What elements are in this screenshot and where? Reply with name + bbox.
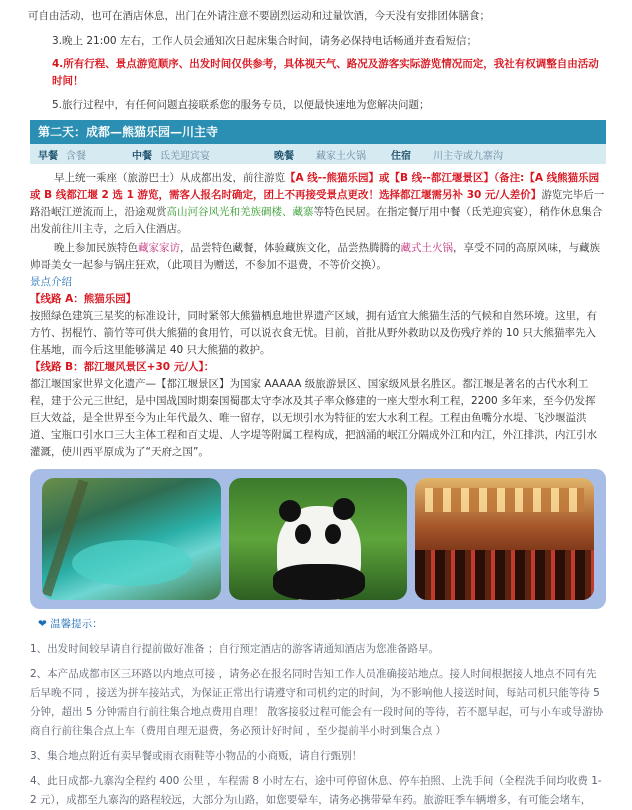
photo-strip <box>30 469 606 609</box>
panda-ear-left <box>279 500 301 522</box>
meal-label: 晚餐 <box>274 150 294 162</box>
itinerary-page <box>0 6 632 806</box>
meal-breakfast <box>30 147 132 162</box>
text: 晚上参加民族特色 <box>54 242 138 254</box>
scenery-highlight: 高山河谷风光和羌族碉楼、藏寨 <box>166 206 314 218</box>
tips-section <box>0 615 632 810</box>
ceiling-lights <box>425 488 584 512</box>
note-schedule-disclaimer: 4.所有行程、景点游览顺序、出发时间仅供参考，具体视天气、路况及游客实际游览情况而定，我社有权调整自由活动时间！ <box>52 58 599 87</box>
note-wakeup-call: 3.晚上 21:00 左右，工作人员会通知次日起床集合时间，请务必保持电话畅通并查看短信； <box>52 35 477 47</box>
text: 等特色民居。在指定餐厅用中餐（氐羌迎宾宴），稍作休息集合出发前往川主寺，之后入住酒店。 <box>30 206 603 235</box>
meal-value: 氐羌迎宾宴 <box>160 150 210 162</box>
attraction-intro-label: 景点介绍 <box>30 276 72 288</box>
crowd-shape <box>415 550 594 600</box>
hotpot-highlight: 藏式土火锅 <box>400 242 453 254</box>
tip-item: 3、集合地点附近有卖早餐或雨衣雨鞋等小物品的小商贩，请自行甄别！ <box>30 750 363 762</box>
day2-meal-bar <box>30 144 606 164</box>
panda-eating-bamboo-photo <box>229 478 408 600</box>
panda-arms <box>273 564 365 600</box>
tip-item: 4、此日成都-九寨沟全程约 400 公里 ，车程需 8 小时左右，途中可停留休息、停车拍照、上洗手间（全程洗手间均收费 1-2 元），成都至九寨沟的路程较远，大部分为山路，如您要晕车，请务必携带晕车药。旅游旺季车辆增多，有可能会堵车， <box>30 775 602 806</box>
text: ，品尝特色藏餐，体验藏族文化，品尝热腾腾的 <box>180 242 401 254</box>
meal-lunch <box>132 147 274 162</box>
meal-value: 藏家土火锅 <box>316 150 366 162</box>
note-free-activity: 可自由活动，也可在酒店休息，出门在外请注意不要剧烈运动和过量饮酒，今天没有安排团体膳食； <box>28 10 490 22</box>
tree-branch-shape <box>42 479 88 596</box>
text: 游览完毕后一路沿岷江逆流而上，沿途观赏 <box>30 189 605 218</box>
day2-title: 第二天：成都—熊猫乐园—川主寺 <box>38 125 219 139</box>
line-b-description: 都江堰国家世界文化遗产—【都江堰景区】为国家 AAAAA 级旅游景区、国家级风景名胜区。都江堰是著名的古代水利工程，建于公元三世纪，是中国战国时期秦国蜀郡太守李冰及其子率众修建的一座大型水利工程，2200 多年来，至今仍发挥巨大效益，是全世界至今为止年代最久、唯一留存，以无坝引水为特征的宏大水利工程。工程由鱼嘴分水堤、飞沙堰溢洪道、宝瓶口引水口三大主体工程和百丈堤、人字堤等附属工程构成，把汹涌的岷江分隔成外江和内江，外江排洪，内江引水灌溉，使川西平原成为了“天府之国”。 <box>30 378 597 458</box>
route-option-note: 【A 线--熊猫乐园】或【B 线--都江堰景区】（备注:【A 线熊猫乐园或 B 线都江堰 2 选 1 游览，需客人报名时确定，团上不再接受景点更改！选择都江堰需另补 30 元/人差价】 <box>30 172 600 201</box>
day2-paragraph-1 <box>30 170 606 238</box>
day2-body <box>0 170 632 461</box>
jiuzhaigou-lake-photo <box>42 478 221 600</box>
line-a-description: 按照绿色建筑三星奖的标准设计，同时紧邻大熊猫栖息地世界遗产区域，拥有适宜大熊猫生活的气候和自然环境。这里，有方竹、拐棍竹、箭竹等可供大熊猫的食用竹，可以说衣食无忧。目前，首批从野外救助以及伤残疗养的 10 只大熊猫率先入住基地，而今后这里能够满足 40 只大熊猫的救护。 <box>30 310 597 356</box>
tip-item: 1、出发时间较早请自行提前做好准备 ；自行预定酒店的游客请通知酒店为您准备路早。 <box>30 643 440 655</box>
meal-label: 中餐 <box>132 150 152 162</box>
day2-paragraph-2 <box>30 240 606 274</box>
tibetan-banquet-photo <box>415 478 594 600</box>
panda-eye-left <box>295 524 311 544</box>
note-service-contact: 5.旅行过程中，有任何问题直接联系您的服务专员，以便最快速地为您解决问题； <box>52 99 430 111</box>
panda-ear-right <box>333 498 355 520</box>
line-b-label: 【线路 B：都江堰风景区+30 元/人】： <box>30 361 215 373</box>
meal-value: 含餐 <box>66 150 86 162</box>
tibetan-home-visit-highlight: 藏家家访 <box>138 242 180 254</box>
text: 早上统一乘座（旅游巴士）从成都出发，前往游览 <box>54 172 285 184</box>
meal-label: 早餐 <box>38 150 58 162</box>
day1-notes <box>0 6 632 115</box>
water-reflection-shape <box>72 540 192 586</box>
tip-item: 2、本产品成都市区三环路以内地点可接 ，请务必在报名同时告知工作人员准确接站地点。接人时间根据接人地点不同有先后早晚不同 ，接送为拼车接站式，为保证正常出行请遵守和司机约定的时间，为不影响他人接送时间，每站司机只能等待 5 分钟，超出 5 分钟需自行前往集合地点费用自理！ 散客接驳过程可能会有一段时间的等待，若不愿早起，可与小车或导游协商自行前往集合点上车（费用自理无退费，务必预计好时间 ，至少提前半小时到集合点 ） <box>30 668 604 737</box>
day2-title-bar <box>30 120 606 144</box>
panda-eye-right <box>325 524 341 544</box>
tips-title: ❤ 温馨提示： <box>38 618 103 630</box>
line-a-label: 【线路 A：熊猫乐园】 <box>30 293 137 305</box>
meal-value: 川主寺或九寨沟 <box>433 150 503 162</box>
meal-dinner <box>274 147 391 162</box>
meal-label: 住宿 <box>391 150 411 162</box>
meal-lodging <box>391 147 503 162</box>
text: ，享受不同的高原风味，与藏族帅哥美女一起参与锅庄狂欢，（此项目为赠送，不参加不退费，不等价交换）。 <box>30 242 600 271</box>
